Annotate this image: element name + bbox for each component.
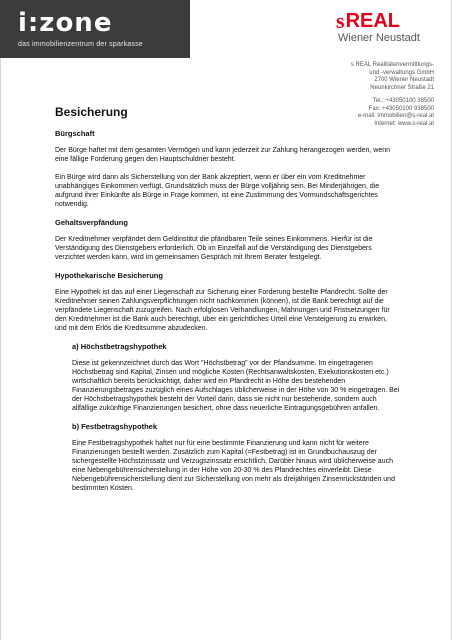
- section-heading-gehaltsverpfaendung: Gehaltsverpfändung: [55, 218, 128, 227]
- subsection-heading-hoechstbetrag: a) Höchstbetragshypothek: [72, 342, 167, 351]
- izone-tagline: das immobilienzentrum der sparkasse: [18, 41, 143, 48]
- sreal-logo: [336, 8, 436, 44]
- paragraph: Der Bürge haftet mit dem gesamten Vermögen und kann jederzeit zur Zahlung herangezogen werden, wenn eine fällige Forderung gegen den Hauptschuldner besteht.: [55, 147, 391, 163]
- paragraph: Der Kreditnehmer verpfändet dem Geldinstitut die pfändbaren Teile seines Einkommens. Hierfür ist die Verständigung des Dienstgebers erforderlich. Ob im Einzelfall auf die Verständigung des Dienstgebers verzichtet werden kann, wird im gemeinsamen Gespräch mit Ihrem Berater festgelegt.: [55, 236, 373, 261]
- contact-line: s REAL Realitätenvermittlungs-: [350, 62, 434, 68]
- sreal-city: Wiener Neustadt: [338, 32, 420, 44]
- paragraph: Diese ist gekennzeichnet durch das Wort "Höchstbetrag" vor der Pfandsumme. Im eingetragenen Höchstbetrag sind Kapital, Zinsen und mögliche Kosten (Rechtsanwaltskosten, Exekutionskosten etc.) wirtschaftlich bereits berücksichtigt, daher wird ein Pfandrecht in Höhe des bestehenden Finanzierungsbetrages zuzüglich eines Aufschlages üblicherweise in der Höhe von 30 % eingetragen. Bei der Höchstbetragshypothek besteht der Vorteil darin, dass sie nicht nur bestehende, sondern auch allfällige zukünftige Finanzierungen besichert, ohne dass neuerliche Eintragungsgebühren anfallen.: [72, 360, 400, 412]
- izone-header-bar: [0, 0, 190, 58]
- paragraph: Eine Hypothek ist das auf einer Liegenschaft zur Sicherung einer Forderung bestellte Pfandrecht. Sollte der Kreditnehmer seinen Zahlungsverpflichtungen nicht nachkommen (können), ist die Bank berechtigt auf die verpfändete Liegenschaft zuzugreifen. Nach erfolglosen Verhandlungen, Mahnungen und Fristsetzungen für den Kreditnehmer ist die Bank auch berechtigt, über ein gerichtliches Urteil eine Versteigerung zu erwirken, und mit dem Erlös die Kreditsumme abzudecken.: [55, 289, 390, 332]
- document-body: [55, 105, 400, 502]
- subsection-heading-festbetrag: b) Festbetragshypothek: [72, 422, 158, 431]
- document-title: Besicherung: [55, 105, 128, 119]
- contact-fax: Fax: +43050100 938500: [368, 105, 434, 112]
- contact-email[interactable]: e-mail: immobilien@s-real.at: [357, 113, 434, 119]
- sreal-brand-text: REAL: [345, 10, 401, 32]
- contact-line: und -verwaltungs GmbH: [369, 69, 434, 76]
- contact-phone: Tel.: +43050100 38500: [372, 98, 434, 104]
- paragraph: Eine Festbetragshypothek haftet nur für eine bestimmte Finanzierung und kann nicht für weitere Finanzierungen bestellt werden. Zusätzlich zum Kapital (=Festbetrag) ist im Grundbuchauszug der sichergestellte Höchstzinssatz und Verzugszinssatz ersichtlich. Darüber hinaus wird üblicherweise auch eine Nebengebührensicherstellung in der Höhe von 20-30 % des Pfandrechtes einverleibt. Diese Nebengebührensicherstellung dient zur Sicherstellung von mehr als dreijährigen Zinsenrückständen und bestimmten Kosten.: [72, 440, 395, 492]
- paragraph: Ein Bürge wird dann als Sicherstellung von der Bank akzeptiert, wenn er über ein vom Kreditnehmer unabhängiges Einkommen verfügt. Grundsätzlich muss der Bürge volljährig sein. Bei Minderjährigen, die aufgrund ihrer Einkünfte als Bürge in Frage kommen, ist eine Zustimmung des Vormundschaftsgerichtes notwendig.: [55, 174, 380, 208]
- contact-line: 2700 Wiener Neustadt: [374, 77, 434, 83]
- sreal-s-mark: s: [336, 8, 345, 33]
- section-heading-hypothek: Hypothekarische Besicherung: [55, 271, 163, 280]
- contact-website[interactable]: Internet: www.s-real.at: [374, 120, 434, 127]
- izone-logo: i:zone: [18, 8, 113, 38]
- contact-line: Neunkirchner Straße 21: [370, 84, 434, 91]
- section-heading-buergschaft: Bürgschaft: [55, 129, 95, 138]
